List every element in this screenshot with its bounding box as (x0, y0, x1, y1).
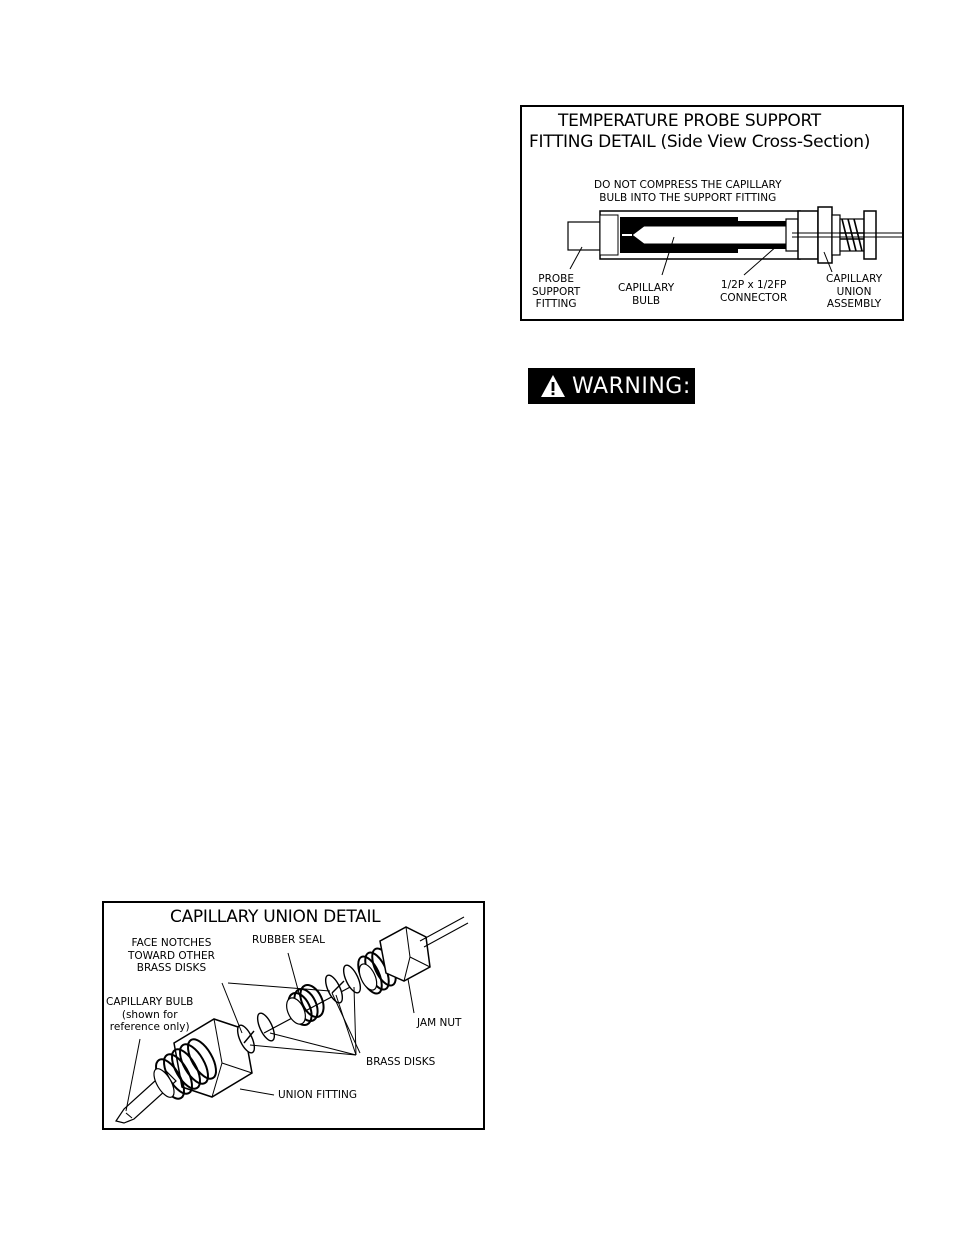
compress-note-line1: DO NOT COMPRESS THE CAPILLARY (594, 179, 782, 191)
label-union-assembly-line1: CAPILLARY (826, 273, 883, 285)
label-capillary-bulb-line1: CAPILLARY (618, 282, 675, 294)
label-connector-line1: 1/2P x 1/2FP (720, 279, 787, 291)
label-union-assembly-line3: ASSEMBLY (826, 298, 882, 310)
probe-fitting-detail-figure (520, 105, 904, 321)
label-capillary-bulb-ref-line2: (shown for (121, 1008, 178, 1021)
label-capillary-bulb (618, 282, 674, 307)
warning-text: WARNING: (572, 373, 691, 399)
compress-note-line2: BULB INTO THE SUPPORT FITTING (599, 191, 777, 204)
label-union-assembly-line2: UNION (836, 285, 872, 298)
label-brass-disks: BRASS DISKS (366, 1056, 436, 1068)
label-face-notches-line2: TOWARD OTHER (128, 949, 215, 962)
label-probe-support-fitting-line2: SUPPORT (532, 285, 581, 298)
warning-banner (528, 368, 695, 404)
label-capillary-bulb-ref (106, 996, 193, 1034)
label-connector-line2: CONNECTOR (720, 291, 788, 304)
label-probe-support-fitting-line3: FITTING (535, 298, 577, 310)
label-capillary-bulb-ref-line3: reference only) (109, 1021, 190, 1033)
label-face-notches-line1: FACE NOTCHES (131, 937, 212, 949)
label-connector (720, 279, 787, 304)
label-capillary-union-assembly (826, 273, 882, 311)
label-union-fitting: UNION FITTING (278, 1089, 357, 1101)
warning-triangle-icon (540, 374, 566, 398)
probe-detail-title-line1: TEMPERATURE PROBE SUPPORT (558, 111, 821, 131)
label-face-notches (128, 937, 215, 975)
label-capillary-bulb-line2: BULB (632, 294, 661, 307)
label-probe-support-fitting-line1: PROBE (538, 273, 574, 285)
label-probe-support-fitting (532, 273, 580, 311)
probe-detail-title-line2: FITTING DETAIL (Side View Cross-Section) (529, 132, 871, 152)
label-face-notches-line3: BRASS DISKS (136, 962, 207, 974)
label-rubber-seal: RUBBER SEAL (252, 934, 325, 946)
capillary-union-detail-figure (102, 901, 485, 1130)
union-detail-title: CAPILLARY UNION DETAIL (170, 907, 381, 927)
label-jam-nut: JAM NUT (417, 1017, 462, 1029)
label-capillary-bulb-ref-line1: CAPILLARY BULB (106, 996, 194, 1008)
